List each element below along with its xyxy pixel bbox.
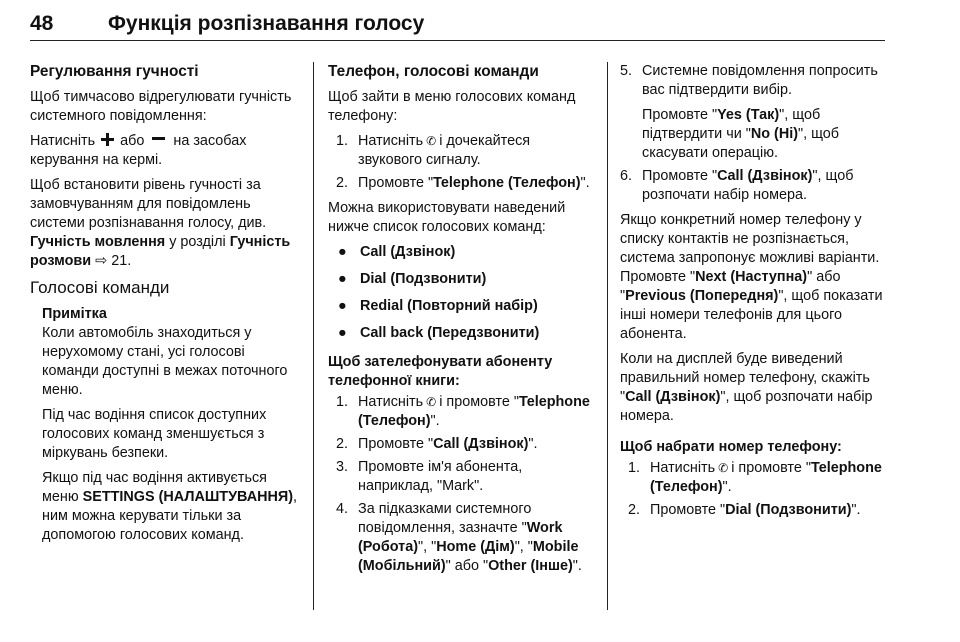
note-paragraph: Якщо під час водіння активується меню SETTINGS (НАЛАШТУВАННЯ), ним можна керувати тільки за допомогою голосових команд. (42, 470, 298, 543)
voice-icon: ✆ (426, 395, 437, 409)
note-paragraph: Коли автомобіль знаходиться у нерухомому стані, усі голосові команди доступні в межах поточного меню. (42, 325, 288, 398)
page-ref-icon: ⇨ (95, 253, 108, 269)
column-2 (328, 62, 598, 582)
column-divider (313, 62, 314, 610)
heading-volume: Регулювання гучності (30, 63, 199, 80)
command-list (328, 243, 598, 343)
voice-icon: ✆ (718, 461, 729, 475)
heading-phone-commands: Телефон, голосові команди (328, 63, 539, 80)
volume-intro: Щоб тимчасово відрегулювати гучність системного повідомлення: (30, 89, 292, 124)
list-item: 2. Промовте "Dial (Подзвонити)". (628, 502, 861, 518)
phone-intro: Щоб зайти в меню голосових команд телефону: (328, 89, 576, 124)
list-item: 6. Промовте "Call (Дзвінок)", щоб розпочати набір номера. (620, 168, 854, 203)
contact-steps (328, 393, 598, 576)
page-number: 48 (30, 12, 54, 35)
commands-intro: Можна використовувати наведений нижче список голосових команд: (328, 200, 566, 235)
volume-default-text: Щоб встановити рівень гучності за замовчуванням для повідомлень системи розпізнавання голосу, див. Гучність мовлення у розділі Гучність розмови ⇨ 21. (30, 177, 291, 269)
dial-steps (620, 459, 890, 520)
list-item: 1. Натисніть ✆ і промовте "Telephone (Телефон)". (628, 460, 882, 495)
heading-dial-number: Щоб набрати номер телефону: (620, 439, 842, 455)
heading-voice-commands: Голосові команди (30, 278, 170, 297)
heading-call-contact: Щоб зателефонувати абоненту телефонної книги: (328, 354, 553, 389)
column-1 (30, 62, 302, 551)
list-item: 4. За підказками системного повідомлення, зазначте "Work (Робота)", "Home (Дім)", "Mobile (Мобільний)" або "Other (Інше)". (336, 501, 582, 574)
list-item: 1. Натисніть ✆ і промовте "Telephone (Телефон)". (336, 394, 590, 429)
list-item: ● Dial (Подзвонити) (338, 271, 487, 287)
plus-icon (101, 133, 114, 146)
voice-icon: ✆ (426, 134, 437, 148)
page-header (30, 8, 885, 41)
note-paragraph: Під час водіння список доступних голосових команд зменшується з міркувань безпеки. (42, 407, 267, 461)
contact-steps-continued (620, 62, 890, 205)
list-item: ● Redial (Повторний набір) (338, 298, 538, 314)
note-title: Примітка (42, 306, 107, 322)
list-item: ● Call back (Передзвонити) (338, 325, 540, 341)
list-item: ● Call (Дзвінок) (338, 244, 456, 260)
correct-number-text: Коли на дисплей буде виведений правильний номер телефону, скажіть "Call (Дзвінок)", щоб розпочати набір номера. (620, 351, 873, 424)
column-3 (620, 62, 890, 526)
list-item: 2. Промовте "Call (Дзвінок)". (336, 436, 538, 452)
list-item: 2. Промовте "Telephone (Телефон)". (336, 175, 590, 191)
minus-icon (152, 137, 165, 140)
page-title: Функція розпізнавання голосу (108, 12, 425, 35)
list-item: 1. Натисніть ✆ і дочекайтеся звукового сигналу. (336, 133, 531, 168)
volume-buttons-text: Натисніть або на засобах керування на кермі. (30, 133, 247, 168)
note-block (42, 305, 302, 545)
list-item: 3. Промовте ім'я абонента, наприклад, "Mark". (336, 459, 523, 494)
unrecognized-number-text: Якщо конкретний номер телефону у списку контактів не розпізнається, система запропонує можливі варіанти. Промовте "Next (Наступна)" або "Previous (Попередня)", щоб показати інші номери телефонів для цього абонента. (620, 212, 883, 342)
phone-steps (328, 132, 598, 193)
list-item: 5. Системне повідомлення попросить вас підтвердити вибір. Промовте "Yes (Так)", щоб підтвердити чи "No (Ні)", щоб скасувати операцію. (620, 63, 878, 161)
column-divider (607, 62, 608, 610)
